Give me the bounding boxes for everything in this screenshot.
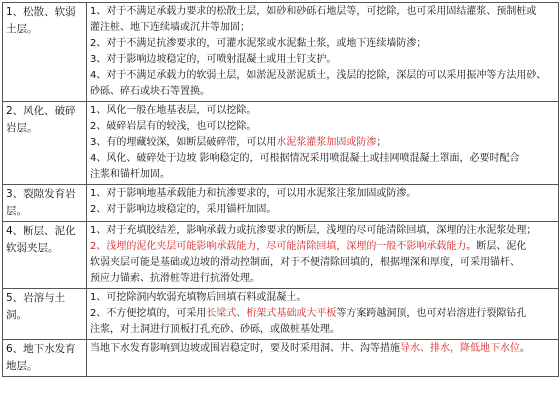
- treatment-line: [90, 167, 555, 183]
- text-segment: 软弱夹层可能是基础或边坡的滑动控制面，对于不便清除回填的，根据埋深和厚度，可采用锚杆、: [90, 257, 520, 268]
- treatment-line: [90, 306, 555, 322]
- category-label-line: 3、裂隙发育岩: [6, 188, 76, 200]
- text-segment: 1、对于不满足承载力要求的松散土层，如砂和砂砾石地层等，可挖除，也可采用固结灌浆、预制桩或: [90, 6, 537, 17]
- category-label-line: 层。: [6, 205, 27, 217]
- treatment-line: [90, 341, 555, 357]
- treatment-cell: [87, 102, 559, 185]
- text-segment: 4、风化、破碎处于边坡 影响稳定的，可根据情况采用喷混凝土或挂网喷混凝土罩面，必要时配合: [90, 153, 520, 164]
- treatment-line: [90, 186, 555, 202]
- treatment-line: [90, 135, 555, 151]
- text-segment: 2、对于不满足抗渗要求的，可灌水泥浆或水泥黏土浆，或地下连续墙防渗；: [90, 38, 427, 49]
- text-segment: 2、破碎岩层有的较浅，也可以挖除。: [90, 121, 257, 132]
- table-body: [3, 3, 559, 377]
- category-label-line: 5、岩溶与土: [6, 292, 66, 304]
- text-segment: 2、不方便挖填的，可采用: [90, 308, 207, 319]
- text-segment: 1、对于充填胶结差，影响承载力或抗渗要求的断层，浅埋的尽可能清除回填，深埋的注水泥浆处理；: [90, 225, 537, 236]
- text-segment: 2、对于影响边坡稳定的，采用锚杆加固。: [90, 204, 277, 215]
- text-segment: 砂砾、碎石或块石等置换。: [90, 86, 210, 97]
- text-segment: 3、有的埋藏较深，如断层破碎带，可以用: [90, 137, 277, 148]
- treatment-cell: [87, 289, 559, 340]
- table-row: [3, 289, 559, 340]
- text-segment: 。断层、泥化: [466, 241, 527, 252]
- text-segment: 。: [520, 343, 530, 354]
- category-cell: [3, 185, 87, 222]
- table-row: [3, 3, 559, 102]
- treatment-line: [90, 271, 555, 287]
- treatment-line: [90, 119, 555, 135]
- category-label-line: 6、地下水发育: [6, 343, 76, 355]
- category-cell: [3, 289, 87, 340]
- text-segment: 等方案跨越洞顶，也可对岩溶进行裂隙钻孔: [336, 308, 527, 319]
- table-row: [3, 102, 559, 185]
- treatment-line: [90, 36, 555, 52]
- treatment-cell: [87, 185, 559, 222]
- highlighted-text: 长梁式、桁架式基础或大平板: [206, 308, 337, 319]
- text-segment: 3、对于影响边坡稳定的，可喷射混凝土或用土钉支护。: [90, 54, 337, 65]
- treatment-line: [90, 255, 555, 271]
- category-label-line: 1、松散、软弱: [6, 6, 76, 18]
- text-segment: 注浆和锚杆加固。: [90, 169, 170, 180]
- category-label-line: 洞。: [6, 309, 27, 321]
- text-segment: 1、风化一般在地基表层，可以挖除。: [90, 105, 257, 116]
- treatment-line: [90, 322, 555, 338]
- text-segment: 4、对于不满足承载力的软弱土层，如淤泥及淤泥质土，浅层的挖除，深层的可以采用振冲等方法用砂、: [90, 70, 547, 81]
- treatment-cell: [87, 3, 559, 102]
- highlighted-text: 水泥浆灌浆加固或防渗: [276, 137, 377, 148]
- highlighted-text: 2、浅埋的泥化夹层可能影响承载能力，尽可能清除回填，深埋的一般不影响承载能力: [90, 241, 467, 252]
- category-label-line: 软弱夹层。: [6, 242, 59, 254]
- treatment-cell: [87, 340, 559, 377]
- treatment-line: [90, 68, 555, 84]
- category-label-line: 2、风化、破碎: [6, 105, 76, 117]
- table-row: [3, 222, 559, 289]
- category-cell: [3, 3, 87, 102]
- treatment-line: [90, 20, 555, 36]
- text-segment: 注浆，对土洞进行顶板打孔充砂、砂砾，或做桩基处理。: [90, 324, 340, 335]
- treatment-line: [90, 52, 555, 68]
- treatment-line: [90, 84, 555, 100]
- treatment-line: [90, 103, 555, 119]
- treatment-line: [90, 4, 555, 20]
- treatment-line: [90, 290, 555, 306]
- text-segment: 当地下水发育影响到边坡或围岩稳定时，要及时采用洞、井、沟等措施: [90, 343, 400, 354]
- text-segment: 1、可挖除洞内软弱充填物后回填石料或混凝土。: [90, 292, 307, 303]
- treatment-line: [90, 202, 555, 218]
- category-cell: [3, 340, 87, 377]
- table-row: [3, 185, 559, 222]
- category-cell: [3, 222, 87, 289]
- category-label-line: 土层。: [6, 23, 38, 35]
- treatment-line: [90, 151, 555, 167]
- treatment-line: [90, 223, 555, 239]
- text-segment: 灌注桩、地下连续墙或沉井等加固；: [90, 22, 250, 33]
- category-label-line: 地层。: [6, 360, 38, 372]
- category-cell: [3, 102, 87, 185]
- text-segment: 预应力锚索、抗滑桩等进行抗滑处理。: [90, 273, 260, 284]
- table-row: [3, 340, 559, 377]
- text-segment: ；: [376, 137, 387, 148]
- treatment-cell: [87, 222, 559, 289]
- category-label-line: 岩层。: [6, 122, 38, 134]
- text-segment: 1、对于影响地基承载能力和抗渗要求的，可以用水泥浆注浆加固或防渗。: [90, 188, 417, 199]
- treatment-line: [90, 239, 555, 255]
- category-label-line: 4、断层、泥化: [6, 225, 76, 237]
- geology-treatment-table: [2, 2, 559, 377]
- highlighted-text: 导水、排水，降低地下水位: [400, 343, 520, 354]
